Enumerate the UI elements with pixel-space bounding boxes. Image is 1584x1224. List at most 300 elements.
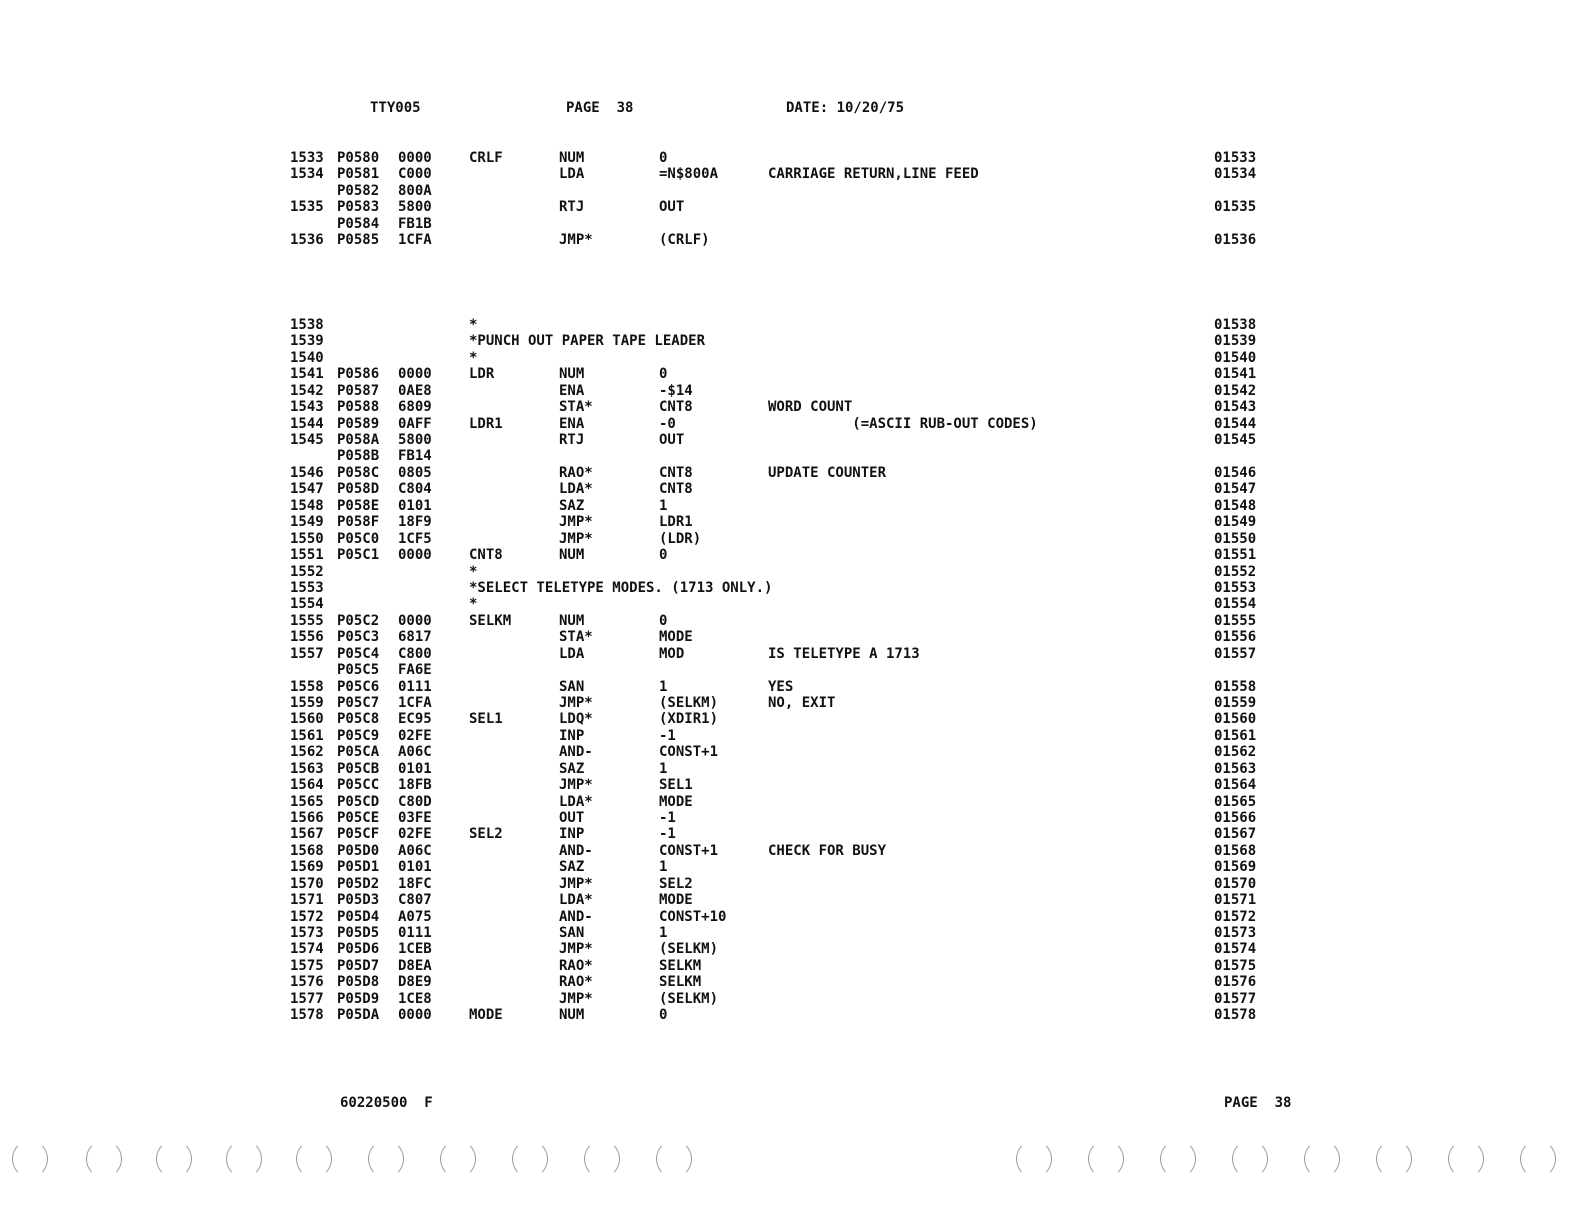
location: P0587 (337, 382, 380, 399)
reference-number: 01574 (1214, 941, 1257, 958)
tractor-hole (226, 1140, 262, 1178)
object-code: 0AE8 (398, 382, 432, 399)
operand: =N$800A (659, 166, 719, 183)
operand: (CRLF) (659, 232, 710, 249)
object-code: 6809 (398, 399, 432, 416)
opcode: JMP* (559, 875, 593, 892)
listing-line (0, 317, 1584, 333)
opcode: AND- (559, 744, 593, 761)
location: P0582 (337, 182, 380, 199)
reference-number: 01534 (1214, 166, 1257, 183)
listing-line (0, 761, 1584, 777)
operand: 1 (659, 924, 668, 941)
reference-number: 01573 (1214, 924, 1257, 941)
reference-number: 01556 (1214, 629, 1257, 646)
line-number: 1547 (290, 481, 324, 498)
location: P05C5 (337, 662, 380, 678)
footer-page-number: PAGE 38 (1224, 1095, 1292, 1111)
location: P058D (337, 481, 380, 498)
location: P05D2 (337, 875, 380, 892)
location: P05CC (337, 777, 380, 793)
listing-line (0, 333, 1584, 349)
operand: CONST+1 (659, 744, 719, 761)
opcode: INP (559, 727, 585, 744)
reference-number: 01559 (1214, 694, 1257, 711)
line-number: 1558 (290, 678, 324, 695)
object-code: 1CFA (398, 232, 432, 249)
listing-line (0, 711, 1584, 727)
location: P05C8 (337, 711, 380, 728)
operand: OUT (659, 199, 685, 216)
location: P05CA (337, 744, 380, 761)
reference-number: 01557 (1214, 645, 1257, 662)
reference-number: 01550 (1214, 530, 1257, 547)
reference-number: 01546 (1214, 464, 1257, 481)
object-code: 0101 (398, 760, 432, 777)
reference-number: 01533 (1214, 150, 1257, 166)
opcode: JMP* (559, 232, 593, 249)
line-number: 1559 (290, 694, 324, 711)
listing-line (0, 596, 1584, 612)
location: P058F (337, 514, 380, 531)
object-code: 03FE (398, 809, 432, 826)
object-code: A06C (398, 744, 432, 761)
listing-line (0, 166, 1584, 182)
comment: UPDATE COUNTER (768, 464, 887, 481)
object-code: EC95 (398, 711, 432, 728)
comment: IS TELETYPE A 1713 (768, 645, 920, 662)
location: P05C3 (337, 629, 380, 646)
tractor-hole (656, 1140, 692, 1178)
tractor-hole (1088, 1140, 1124, 1178)
printer-tractor-holes (0, 1140, 1584, 1200)
opcode: RAO* (559, 957, 593, 974)
label: LDR (469, 366, 495, 383)
listing-line (0, 465, 1584, 481)
listing-line (0, 974, 1584, 990)
operand: 0 (659, 150, 668, 166)
opcode: JMP* (559, 530, 593, 547)
reference-number: 01544 (1214, 415, 1257, 432)
listing-line (0, 777, 1584, 793)
line-number: 1577 (290, 990, 324, 1007)
operand: (SELKM) (659, 941, 719, 958)
operand: 0 (659, 547, 668, 563)
location: P058C (337, 464, 380, 481)
label: SELKM (469, 612, 512, 629)
listing-line (0, 679, 1584, 695)
line-number: 1535 (290, 199, 324, 216)
listing-line (0, 531, 1584, 547)
line-number: 1574 (290, 941, 324, 958)
line-number: 1538 (290, 317, 324, 333)
reference-number: 01540 (1214, 349, 1257, 366)
object-code: FA6E (398, 662, 432, 678)
location: P058B (337, 448, 380, 465)
object-code: D8E9 (398, 974, 432, 991)
location: P0589 (337, 415, 380, 432)
object-code: FB1B (398, 215, 432, 232)
listing-line (0, 216, 1584, 232)
reference-number: 01539 (1214, 333, 1257, 350)
opcode: JMP* (559, 514, 593, 531)
comment-line: * (469, 349, 478, 366)
operand: CNT8 (659, 481, 693, 498)
object-code: D8EA (398, 957, 432, 974)
header-date: DATE: 10/20/75 (786, 100, 905, 116)
line-number: 1553 (290, 579, 324, 596)
opcode: SAN (559, 924, 585, 941)
opcode: JMP* (559, 694, 593, 711)
operand: 1 (659, 497, 668, 514)
operand: (XDIR1) (659, 711, 719, 728)
tractor-hole (296, 1140, 332, 1178)
tractor-hole (1232, 1140, 1268, 1178)
object-code: A075 (398, 908, 432, 925)
listing-line (0, 547, 1584, 563)
object-code: C000 (398, 166, 432, 183)
listing-line (0, 810, 1584, 826)
listing-line (0, 399, 1584, 415)
reference-number: 01564 (1214, 777, 1257, 793)
reference-number: 01563 (1214, 760, 1257, 777)
reference-number: 01549 (1214, 514, 1257, 531)
object-code: 0101 (398, 859, 432, 876)
object-code: 0111 (398, 924, 432, 941)
tractor-hole (86, 1140, 122, 1178)
listing-line (0, 366, 1584, 382)
comment: CHECK FOR BUSY (768, 842, 887, 859)
tractor-hole (1160, 1140, 1196, 1178)
location: P058A (337, 432, 380, 448)
location: P05C2 (337, 612, 380, 629)
line-number: 1550 (290, 530, 324, 547)
object-code: 0805 (398, 464, 432, 481)
operand: 1 (659, 678, 668, 695)
location: P05C9 (337, 727, 380, 744)
reference-number: 01541 (1214, 366, 1257, 383)
line-number: 1549 (290, 514, 324, 531)
opcode: JMP* (559, 990, 593, 1007)
location: P05C6 (337, 678, 380, 695)
operand: OUT (659, 432, 685, 448)
object-code: 18FB (398, 777, 432, 793)
opcode: NUM (559, 547, 585, 563)
listing-line (0, 448, 1584, 464)
location: P0584 (337, 215, 380, 232)
operand: CONST+1 (659, 842, 719, 859)
opcode: SAZ (559, 760, 585, 777)
object-code: 1CE8 (398, 990, 432, 1007)
line-number: 1568 (290, 842, 324, 859)
object-code: 0000 (398, 612, 432, 629)
object-code: 800A (398, 182, 432, 199)
listing-line (0, 925, 1584, 941)
location: P0580 (337, 150, 380, 166)
reference-number: 01553 (1214, 579, 1257, 596)
reference-number: 01545 (1214, 432, 1257, 448)
opcode: JMP* (559, 941, 593, 958)
reference-number: 01576 (1214, 974, 1257, 991)
object-code: 0000 (398, 366, 432, 383)
reference-number: 01547 (1214, 481, 1257, 498)
object-code: 6817 (398, 629, 432, 646)
reference-number: 01536 (1214, 232, 1257, 249)
opcode: LDA (559, 166, 585, 183)
reference-number: 01548 (1214, 497, 1257, 514)
reference-number: 01561 (1214, 727, 1257, 744)
listing-line (0, 629, 1584, 645)
object-code: 18FC (398, 875, 432, 892)
listing-line (0, 564, 1584, 580)
object-code: 0000 (398, 1007, 432, 1024)
reference-number: 01572 (1214, 908, 1257, 925)
listing-line (0, 232, 1584, 248)
opcode: NUM (559, 1007, 585, 1024)
comment-line: *SELECT TELETYPE MODES. (1713 ONLY.) (469, 579, 773, 596)
line-number: 1539 (290, 333, 324, 350)
location: P05D9 (337, 990, 380, 1007)
line-number: 1546 (290, 464, 324, 481)
object-code: C804 (398, 481, 432, 498)
listing-line (0, 892, 1584, 908)
line-number: 1567 (290, 826, 324, 843)
operand: -0 (659, 415, 676, 432)
line-number: 1542 (290, 382, 324, 399)
reference-number: 01551 (1214, 547, 1257, 563)
object-code: 02FE (398, 826, 432, 843)
tractor-hole (1016, 1140, 1052, 1178)
line-number: 1540 (290, 349, 324, 366)
listing-line (0, 876, 1584, 892)
operand: 1 (659, 760, 668, 777)
reference-number: 01552 (1214, 563, 1257, 580)
location: P05CE (337, 809, 380, 826)
opcode: SAZ (559, 859, 585, 876)
operand: 0 (659, 1007, 668, 1024)
line-number: 1578 (290, 1007, 324, 1024)
operand: -1 (659, 826, 676, 843)
opcode: RAO* (559, 974, 593, 991)
operand: MODE (659, 629, 693, 646)
comment-line: * (469, 596, 478, 613)
location: P05D8 (337, 974, 380, 991)
reference-number: 01543 (1214, 399, 1257, 416)
line-number: 1560 (290, 711, 324, 728)
line-number: 1552 (290, 563, 324, 580)
line-number: 1562 (290, 744, 324, 761)
label: SEL2 (469, 826, 503, 843)
document-number: 60220500 F (340, 1095, 433, 1111)
reference-number: 01560 (1214, 711, 1257, 728)
object-code: FB14 (398, 448, 432, 465)
object-code: 1CFA (398, 694, 432, 711)
tractor-hole (12, 1140, 48, 1178)
operand: SELKM (659, 974, 702, 991)
location: P05D1 (337, 859, 380, 876)
location: P05D6 (337, 941, 380, 958)
operand: MOD (659, 645, 685, 662)
opcode: LDA (559, 645, 585, 662)
operand: 1 (659, 859, 668, 876)
line-number: 1533 (290, 150, 324, 166)
reference-number: 01577 (1214, 990, 1257, 1007)
operand: 0 (659, 366, 668, 383)
reference-number: 01571 (1214, 892, 1257, 908)
operand: -1 (659, 809, 676, 826)
object-code: A06C (398, 842, 432, 859)
label: CNT8 (469, 547, 503, 563)
listing-line (0, 481, 1584, 497)
opcode: ENA (559, 382, 585, 399)
object-code: C807 (398, 892, 432, 908)
listing-line (0, 383, 1584, 399)
line-number: 1564 (290, 777, 324, 793)
location: P05D3 (337, 892, 380, 908)
line-number: 1575 (290, 957, 324, 974)
location: P0588 (337, 399, 380, 416)
location: P05D4 (337, 908, 380, 925)
listing-line (0, 416, 1584, 432)
comment: (=ASCII RUB-OUT CODES) (768, 415, 1038, 432)
opcode: SAZ (559, 497, 585, 514)
opcode: ENA (559, 415, 585, 432)
reference-number: 01542 (1214, 382, 1257, 399)
listing-line (0, 958, 1584, 974)
location: P05DA (337, 1007, 380, 1024)
opcode: NUM (559, 612, 585, 629)
reference-number: 01535 (1214, 199, 1257, 216)
object-code: 0000 (398, 150, 432, 166)
opcode: LDQ* (559, 711, 593, 728)
label: MODE (469, 1007, 503, 1024)
object-code: 1CEB (398, 941, 432, 958)
comment: WORD COUNT (768, 399, 853, 416)
operand: SELKM (659, 957, 702, 974)
listing-line (0, 941, 1584, 957)
line-number: 1554 (290, 596, 324, 613)
location: P05CB (337, 760, 380, 777)
label: CRLF (469, 150, 503, 166)
object-code: 0111 (398, 678, 432, 695)
operand: (LDR) (659, 530, 702, 547)
line-number: 1536 (290, 232, 324, 249)
operand: MODE (659, 793, 693, 810)
label: SEL1 (469, 711, 503, 728)
opcode: STA* (559, 399, 593, 416)
operand: (SELKM) (659, 990, 719, 1007)
opcode: SAN (559, 678, 585, 695)
listing-line (0, 744, 1584, 760)
reference-number: 01568 (1214, 842, 1257, 859)
listing-line (0, 580, 1584, 596)
line-number: 1566 (290, 809, 324, 826)
reference-number: 01538 (1214, 317, 1257, 333)
opcode: RAO* (559, 464, 593, 481)
object-code: C800 (398, 645, 432, 662)
opcode: LDA* (559, 892, 593, 908)
tractor-hole (1520, 1140, 1556, 1178)
opcode: LDA* (559, 481, 593, 498)
listing-line (0, 150, 1584, 166)
reference-number: 01578 (1214, 1007, 1257, 1024)
listing-line (0, 695, 1584, 711)
line-number: 1569 (290, 859, 324, 876)
opcode: AND- (559, 842, 593, 859)
location: P0581 (337, 166, 380, 183)
listing-line (0, 859, 1584, 875)
location: P05C1 (337, 547, 380, 563)
opcode: STA* (559, 629, 593, 646)
reference-number: 01570 (1214, 875, 1257, 892)
operand: MODE (659, 892, 693, 908)
location: P05CD (337, 793, 380, 810)
tractor-hole (512, 1140, 548, 1178)
location: P05CF (337, 826, 380, 843)
operand: LDR1 (659, 514, 693, 531)
listing-line (0, 991, 1584, 1007)
object-code: C80D (398, 793, 432, 810)
comment: YES (768, 678, 794, 695)
location: P0583 (337, 199, 380, 216)
operand: SEL1 (659, 777, 693, 793)
opcode: LDA* (559, 793, 593, 810)
listing-line (0, 350, 1584, 366)
location: P05D7 (337, 957, 380, 974)
object-code: 02FE (398, 727, 432, 744)
listing-line (0, 1007, 1584, 1023)
line-number: 1556 (290, 629, 324, 646)
location: P05C0 (337, 530, 380, 547)
location: P05D0 (337, 842, 380, 859)
line-number: 1565 (290, 793, 324, 810)
line-number: 1534 (290, 166, 324, 183)
line-number: 1544 (290, 415, 324, 432)
tractor-hole (1304, 1140, 1340, 1178)
operand: CNT8 (659, 399, 693, 416)
opcode: AND- (559, 908, 593, 925)
listing-line (0, 662, 1584, 678)
reference-number: 01569 (1214, 859, 1257, 876)
location: P0586 (337, 366, 380, 383)
line-number: 1570 (290, 875, 324, 892)
location: P058E (337, 497, 380, 514)
operand: -$14 (659, 382, 693, 399)
opcode: RTJ (559, 432, 585, 448)
line-number: 1557 (290, 645, 324, 662)
location: P05D5 (337, 924, 380, 941)
header-page-number: PAGE 38 (566, 100, 634, 116)
listing-line (0, 613, 1584, 629)
reference-number: 01554 (1214, 596, 1257, 613)
opcode: RTJ (559, 199, 585, 216)
object-code: 1CF5 (398, 530, 432, 547)
operand: -1 (659, 727, 676, 744)
listing-line (0, 498, 1584, 514)
object-code: 5800 (398, 199, 432, 216)
reference-number: 01565 (1214, 793, 1257, 810)
line-number: 1572 (290, 908, 324, 925)
reference-number: 01562 (1214, 744, 1257, 761)
tractor-hole (368, 1140, 404, 1178)
object-code: 0AFF (398, 415, 432, 432)
comment: CARRIAGE RETURN,LINE FEED (768, 166, 979, 183)
tractor-hole (156, 1140, 192, 1178)
operand: 0 (659, 612, 668, 629)
tractor-hole (1448, 1140, 1484, 1178)
listing-line (0, 909, 1584, 925)
line-number: 1563 (290, 760, 324, 777)
